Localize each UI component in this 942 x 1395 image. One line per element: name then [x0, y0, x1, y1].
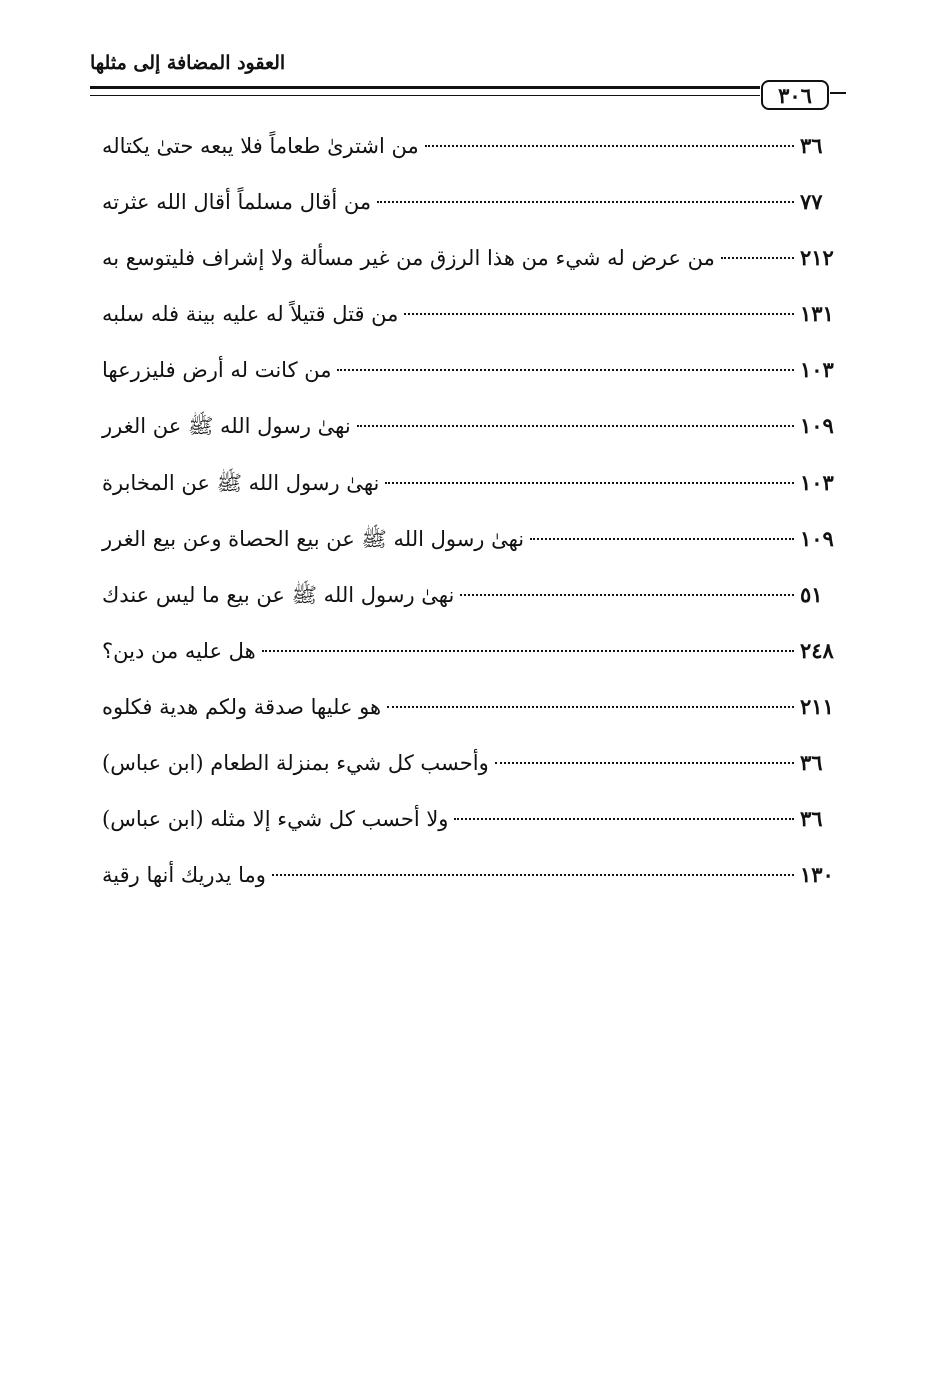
- index-entry: [100, 398, 842, 454]
- entry-page: ٣٦: [800, 133, 823, 158]
- entry-page: ٧٧: [800, 189, 823, 215]
- entry-page: ٥١: [800, 581, 823, 607]
- dot-leader: [377, 201, 794, 203]
- entry-text: نهىٰ رسول الله ﷺ عن بيع ما ليس عندك: [102, 582, 455, 607]
- entry-page: ١٣١: [800, 301, 834, 327]
- index-entry: [100, 286, 842, 342]
- entry-text: وأحسب كل شيء بمنزلة الطعام (ابن عباس): [102, 751, 489, 776]
- dot-leader: [721, 257, 794, 259]
- entry-text: من كانت له أرض فليزرعها: [102, 358, 332, 383]
- entry-page: ١٠٩: [800, 413, 834, 439]
- index-entry: [100, 455, 842, 511]
- entry-text: وما يدريك أنها رقية: [102, 863, 266, 888]
- entry-page: ٢٤٨: [800, 637, 834, 663]
- entry-text: من قتل قتيلاً له عليه بينة فله سلبه: [102, 302, 399, 327]
- dot-leader: [387, 706, 794, 708]
- running-title: العقود المضافة إلى مثلها: [90, 52, 286, 74]
- dot-leader: [530, 538, 794, 540]
- index-entry: [100, 735, 842, 791]
- index-entry: [100, 847, 842, 903]
- entry-text: نهىٰ رسول الله ﷺ عن الغرر: [102, 414, 351, 439]
- dot-leader: [404, 313, 794, 315]
- index-entry: [100, 174, 842, 230]
- entry-text: هو عليها صدقة ولكم هدية فكلوه: [102, 694, 382, 719]
- entry-page: ٣٦: [800, 750, 823, 776]
- entry-page: ٢١١: [800, 693, 834, 719]
- entry-page: ٣٦: [800, 806, 823, 832]
- index-entry: [100, 567, 842, 623]
- index-list: [100, 118, 842, 903]
- dot-leader: [272, 874, 794, 876]
- dot-leader: [425, 145, 794, 147]
- dot-leader: [454, 818, 794, 820]
- entry-text: نهىٰ رسول الله ﷺ عن بيع الحصاة وعن بيع الغرر: [102, 526, 525, 551]
- header-rule-right: [830, 92, 846, 94]
- entry-text: ولا أحسب كل شيء إلا مثله (ابن عباس): [102, 807, 449, 832]
- entry-page: ١٠٣: [800, 357, 834, 383]
- entry-text: هل عليه من دين؟: [102, 638, 256, 663]
- index-entry: [100, 342, 842, 398]
- index-entry: [100, 623, 842, 679]
- entry-page: ١٠٩: [800, 525, 834, 551]
- index-entry: [100, 511, 842, 567]
- entry-text: نهىٰ رسول الله ﷺ عن المخابرة: [102, 470, 380, 495]
- dot-leader: [337, 369, 794, 371]
- dot-leader: [357, 425, 794, 427]
- index-entry: [100, 118, 842, 174]
- index-entry: [100, 679, 842, 735]
- page-number: ٣٠٦: [761, 80, 829, 110]
- header-rule-thick: [90, 86, 760, 89]
- entry-page: ١٣٠: [800, 862, 834, 888]
- header-rule-thin: [90, 95, 760, 96]
- dot-leader: [262, 650, 794, 652]
- entry-text: من أقال مسلماً أقال الله عثرته: [102, 190, 372, 215]
- dot-leader: [460, 594, 794, 596]
- entry-text: من عرض له شيء من هذا الرزق من غير مسألة ولا إشراف فليتوسع به: [102, 246, 715, 271]
- index-entry: [100, 791, 842, 847]
- entry-page: ٢١٢: [800, 245, 834, 271]
- entry-text: من اشترىٰ طعاماً فلا يبعه حتىٰ يكتاله: [102, 134, 419, 158]
- index-entry: [100, 230, 842, 286]
- dot-leader: [385, 482, 794, 484]
- dot-leader: [495, 762, 794, 764]
- entry-page: ١٠٣: [800, 469, 834, 495]
